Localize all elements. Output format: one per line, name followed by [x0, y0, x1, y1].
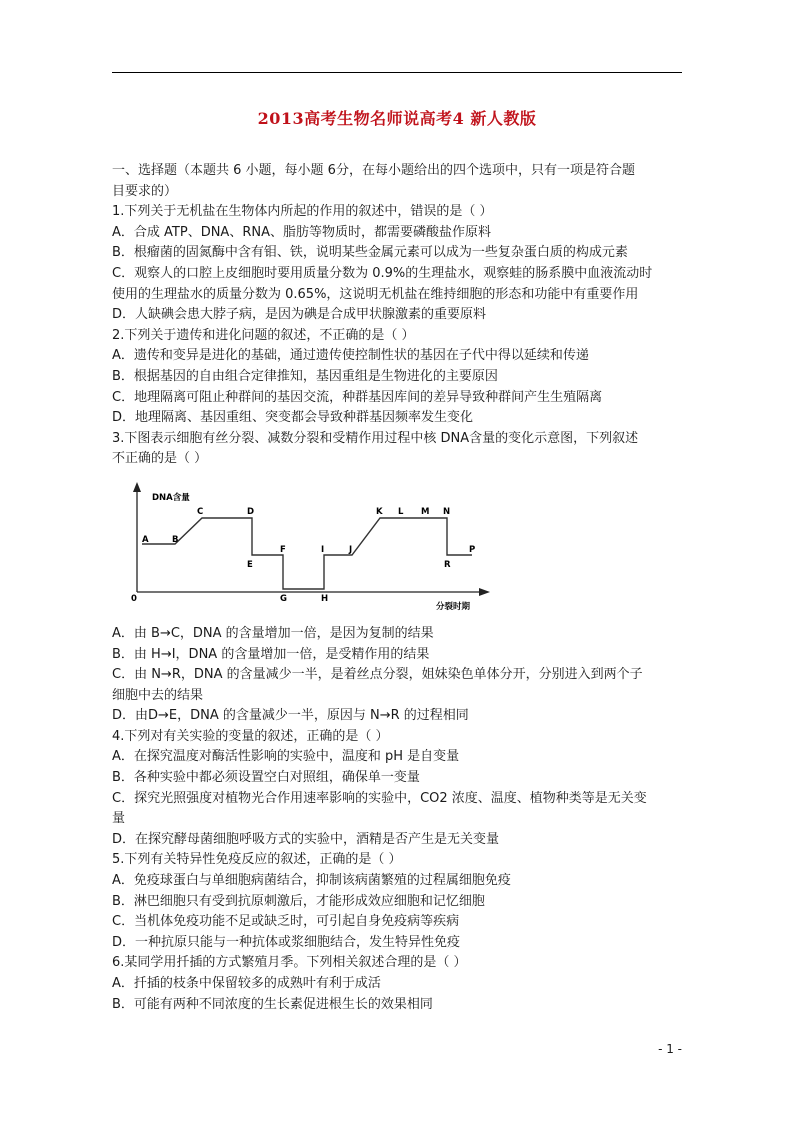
page-title: 2013高考生物名师说高考4 新人教版	[257, 109, 537, 128]
option-line: D．由D→E，DNA 的含量减少一半，原因与 N→R 的过程相同	[112, 708, 469, 724]
option-line: A．免疫球蛋白与单细胞病菌结合，抑制该病菌繁殖的过程属细胞免疫	[112, 873, 511, 889]
question-text-block-1	[112, 161, 686, 470]
option-line: B．根瘤菌的固氮酶中含有钼、铁，说明某些金属元素可以成为一些复杂蛋白质的构成元素	[112, 245, 628, 261]
option-line: A．由 B→C，DNA 的含量增加一倍，是因为复制的结果	[112, 625, 434, 641]
point-label-a: A	[142, 534, 149, 545]
point-label-c: C	[197, 506, 204, 517]
point-label-k: K	[376, 506, 383, 517]
point-label-l: L	[398, 506, 404, 517]
dna-graph-svg	[112, 476, 492, 618]
question-2-stem: 2.下列关于遗传和进化问题的叙述，不正确的是（ ）	[112, 327, 415, 343]
option-line: B．各种实验中都必须设置空白对照组，确保单一变量	[112, 770, 420, 786]
document-body	[112, 161, 686, 1015]
point-label-d: D	[247, 506, 255, 517]
option-line: A．扦插的枝条中保留较多的成熟叶有利于成活	[112, 976, 381, 991]
option-line: D．地理隔离、基因重组、突变都会导致种群基因频率发生变化	[112, 410, 474, 426]
y-axis-arrow-icon	[133, 482, 141, 492]
option-line: C．探究光照强度对植物光合作用速率影响的实验中，CO2 浓度、温度、植物种类等是无关变	[112, 790, 647, 806]
dna-curve	[142, 518, 472, 589]
option-line: C．观察人的口腔上皮细胞时要用质量分数为 0.9%的生理盐水，观察蛙的肠系膜中血液流动时	[112, 265, 653, 281]
text-line: 不正确的是（ ）	[112, 451, 208, 467]
option-line: 量	[112, 811, 126, 827]
option-line: 细胞中去的结果	[112, 687, 204, 703]
y-axis-label: DNA含量	[152, 492, 190, 503]
point-label-n: N	[443, 506, 451, 517]
option-line: 使用的生理盐水的质量分数为 0.65%，这说明无机盐在维持细胞的形态和功能中有重要作用	[112, 286, 639, 302]
question-text-block-2	[112, 624, 686, 1015]
question-1-stem: 1.下列关于无机盐在生物体内所起的作用的叙述中，错误的是（ ）	[112, 204, 493, 220]
point-label-r: R	[444, 559, 451, 570]
option-line: D．在探究酵母菌细胞呼吸方式的实验中，酒精是否产生是无关变量	[112, 831, 500, 847]
question-5-stem: 5.下列有关特异性免疫反应的叙述，正确的是（ ）	[112, 852, 402, 868]
point-label-p: P	[469, 544, 476, 555]
option-line: A．合成 ATP、DNA、RNA、脂肪等物质时，都需要磷酸盐作原料	[112, 224, 491, 240]
option-line: A．在探究温度对酶活性影响的实验中，温度和 pH 是自变量	[112, 749, 460, 765]
point-label-g: G	[280, 593, 287, 604]
point-label-f: F	[280, 544, 286, 555]
origin-label: 0	[131, 593, 137, 604]
x-axis-label: 分裂时期	[436, 601, 471, 612]
x-axis-arrow-icon	[479, 588, 490, 596]
point-label-h: H	[321, 593, 329, 604]
point-label-e: E	[247, 559, 253, 570]
point-label-i: I	[321, 544, 325, 555]
point-label-m: M	[421, 506, 430, 517]
option-line: C．当机体免疫功能不足或缺乏时，可引起自身免疫病等疾病	[112, 914, 460, 930]
option-line: D．人缺碘会患大脖子病，是因为碘是合成甲状腺激素的重要原料	[112, 307, 487, 323]
option-line: A．遗传和变异是进化的基础，通过遗传使控制性状的基因在子代中得以延续和传递	[112, 348, 589, 364]
text-line: 目要求的）	[112, 183, 178, 199]
question-3-stem: 3.下图表示细胞有丝分裂、减数分裂和受精作用过程中核 DNA含量的变化示意图，下列叙述	[112, 430, 639, 446]
dna-content-figure	[112, 476, 686, 618]
header-rule	[112, 72, 682, 73]
option-line: B．根据基因的自由组合定律推知，基因重组是生物进化的主要原因	[112, 368, 498, 384]
text-line: 一、选择题（本题共 6 小题，每小题 6分，在每小题给出的四个选项中，只有一项是符合题	[112, 163, 635, 178]
option-line: C．由 N→R，DNA 的含量减少一半，是着丝点分裂，姐妹染色单体分开，分别进入到两个子	[112, 667, 643, 683]
option-line: B．淋巴细胞只有受到抗原刺激后，才能形成效应细胞和记忆细胞	[112, 893, 485, 909]
page-number: - 1 -	[658, 1042, 682, 1056]
point-label-j: J	[349, 544, 353, 555]
question-4-stem: 4.下列对有关实验的变量的叙述，正确的是（ ）	[112, 728, 389, 744]
option-line: D．一种抗原只能与一种抗体或浆细胞结合，发生特异性免疫	[112, 934, 461, 950]
question-6-stem: 6.某同学用扦插的方式繁殖月季。下列相关叙述合理的是（ ）	[112, 955, 467, 971]
option-line: C．地理隔离可阻止种群间的基因交流，种群基因库间的差异导致种群间产生生殖隔离	[112, 389, 603, 405]
point-label-b: B	[172, 534, 179, 545]
option-line: B．由 H→I，DNA 的含量增加一倍，是受精作用的结果	[112, 646, 430, 662]
option-line: B．可能有两种不同浓度的生长素促进根生长的效果相同	[112, 996, 433, 1012]
